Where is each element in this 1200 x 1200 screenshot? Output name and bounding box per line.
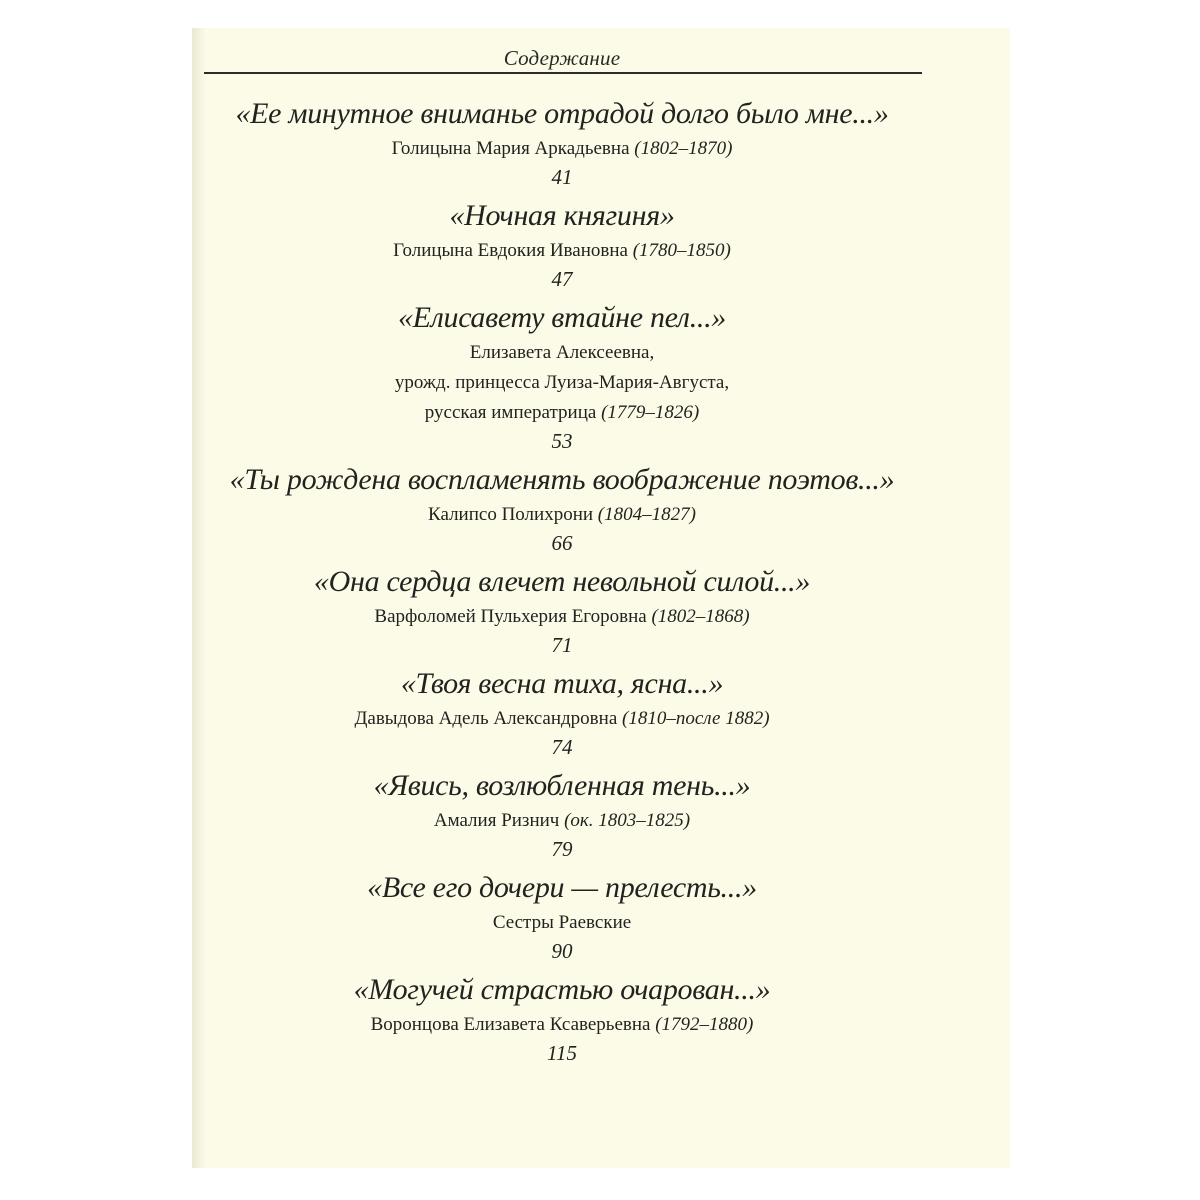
subject-name: Елизавета Алексеевна, — [469, 342, 655, 363]
entry-title: «Все его дочери — прелесть...» — [367, 871, 757, 904]
subject-dates: (1802–1868) — [651, 606, 750, 627]
entry-subject — [192, 704, 932, 734]
header-rule — [204, 72, 922, 74]
entry-subject — [192, 398, 932, 428]
page-number: 115 — [547, 1041, 577, 1065]
page-number: 74 — [551, 735, 573, 759]
toc-entry — [192, 766, 932, 861]
entry-title: «Ночная княгиня» — [449, 199, 675, 232]
subject-dates: (1780–1850) — [632, 240, 731, 261]
entry-subject — [192, 500, 932, 530]
page-number: 41 — [551, 165, 573, 189]
subject-name: русская императрица — [424, 402, 597, 423]
subject-dates: (1792–1880) — [655, 1014, 754, 1035]
page-number: 66 — [551, 531, 573, 555]
subject-name: Сестры Раевские — [492, 912, 632, 933]
subject-name: Голицына Мария Аркадьевна — [391, 138, 630, 159]
entry-subject — [192, 908, 932, 938]
toc-entry — [192, 868, 932, 963]
toc-entry — [192, 460, 932, 555]
subject-dates: (1779–1826) — [601, 402, 700, 423]
page-number: 53 — [551, 429, 573, 453]
entry-subject — [192, 806, 932, 836]
toc-entry — [192, 298, 932, 453]
toc-entry — [192, 664, 932, 759]
subject-name: Воронцова Елизавета Ксаверьевна — [370, 1014, 651, 1035]
book-page — [192, 28, 1010, 1168]
running-header: Содержание — [503, 46, 621, 70]
entry-subject — [192, 236, 932, 266]
subject-name: Давыдова Адель Александровна — [354, 708, 618, 729]
entry-title: «Ты рождена воспламенять воображение поэтов...» — [229, 463, 895, 496]
entry-title: «Она сердца влечет невольной силой...» — [313, 565, 811, 598]
page-number: 90 — [551, 939, 573, 963]
subject-dates: (1810–после 1882) — [622, 708, 770, 729]
table-of-contents — [192, 94, 932, 1072]
entry-subject — [192, 602, 932, 632]
entry-title: «Твоя весна тиха, ясна...» — [400, 667, 724, 700]
entry-title: «Могучей страстью очарован...» — [353, 973, 771, 1006]
page-number: 71 — [551, 633, 573, 657]
subject-dates: (1804–1827) — [597, 504, 696, 525]
subject-dates: (1802–1870) — [634, 138, 733, 159]
page-number: 79 — [551, 837, 573, 861]
toc-entry — [192, 970, 932, 1065]
entry-subject — [192, 338, 932, 368]
entry-title: «Явись, возлюбленная тень...» — [373, 769, 751, 802]
entry-title: «Елисавету втайне пел...» — [397, 301, 727, 334]
subject-name: Калипсо Полихрони — [428, 504, 594, 525]
entry-subject — [192, 134, 932, 164]
entry-subject — [192, 1010, 932, 1040]
page-number: 47 — [551, 267, 573, 291]
subject-name: Амалия Ризнич — [433, 810, 560, 831]
entry-subject — [192, 368, 932, 398]
entry-title: «Ее минутное вниманье отрадой долго было мне...» — [235, 97, 889, 130]
subject-name: Варфоломей Пульхерия Егоровна — [374, 606, 647, 627]
subject-name: урожд. принцесса Луиза-Мария-Августа, — [394, 372, 730, 393]
toc-entry — [192, 94, 932, 189]
toc-entry — [192, 196, 932, 291]
toc-entry — [192, 562, 932, 657]
subject-name: Голицына Евдокия Ивановна — [393, 240, 628, 261]
subject-dates: (ок. 1803–1825) — [564, 810, 691, 831]
